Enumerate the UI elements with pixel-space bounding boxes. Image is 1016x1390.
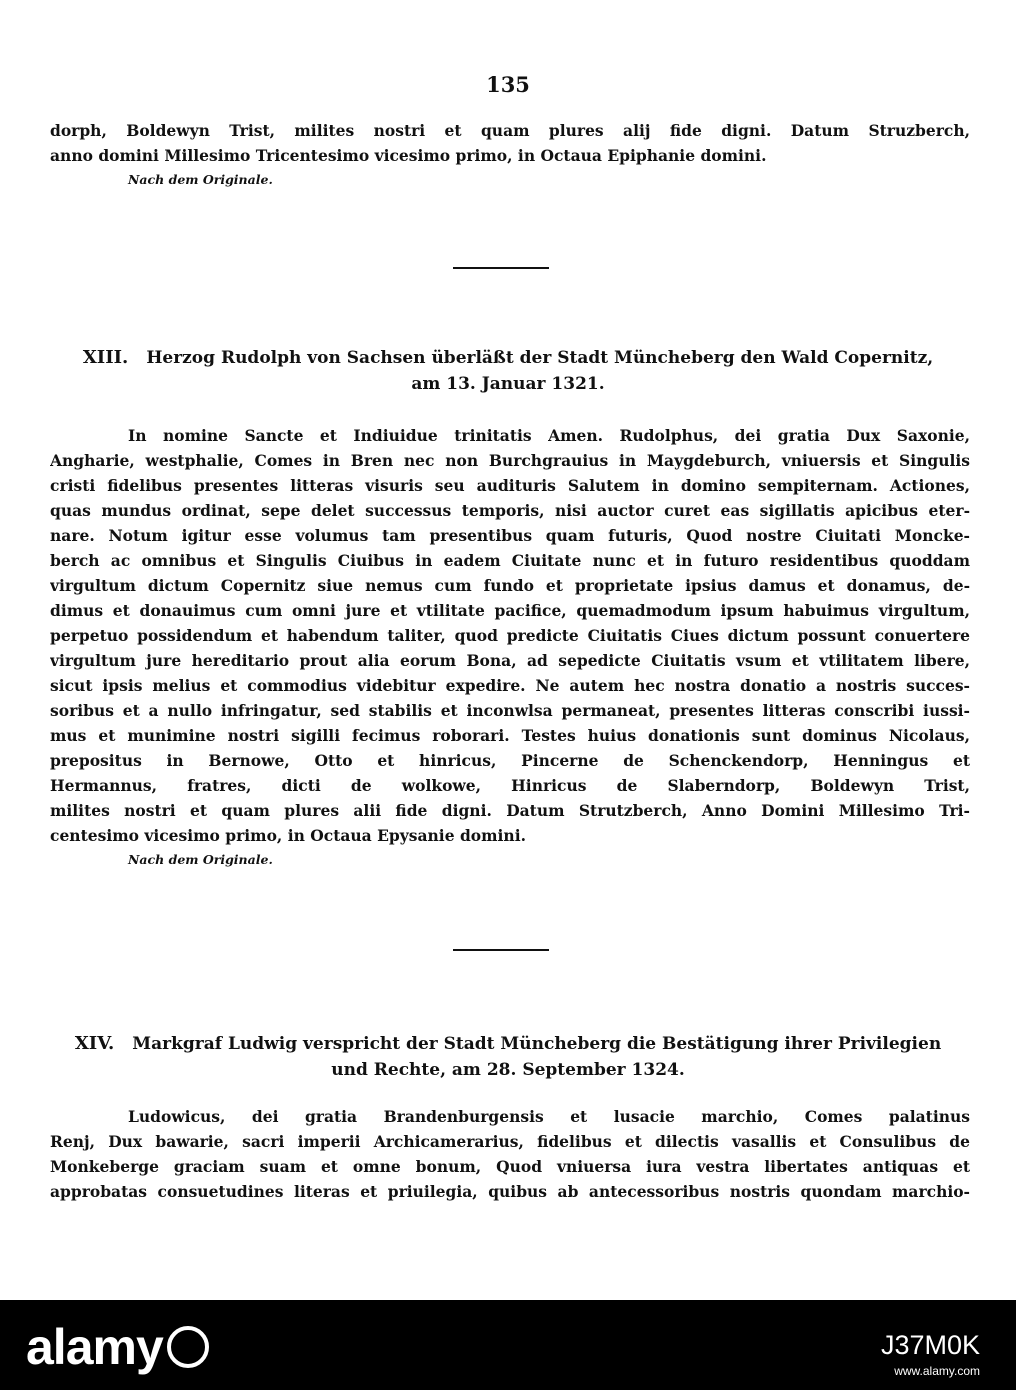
- text-line: In nomine Sancte et Indiuidue trinitatis Amen. Rudolphus, dei gratia Dux Saxonie,: [128, 426, 970, 445]
- text-line: anno domini Millesimo Tricentesimo vicesimo primo, in Octaua Epiphanie domini.: [50, 146, 767, 165]
- top-passage: [50, 118, 970, 192]
- text-line: sicut ipsis melius et commodius videbitur expedire. Ne autem hec nostra donatio a nostris succes-: [50, 676, 970, 695]
- text-line: nare. Notum igitur esse volumus tam presentibus quam futuris, Quod nostre Ciuitati Moncke-: [50, 526, 970, 545]
- alamy-logo: alamy: [26, 1318, 209, 1376]
- source-note: Nach dem Originale.: [128, 852, 273, 867]
- text-line: dimus et donauimus cum omni jure et vtilitate pacifice, quemadmodum ipsum habuimus virgultum,: [50, 601, 970, 620]
- text-line: dorph, Boldewyn Trist, milites nostri et quam plures alij fide digni. Datum Struzberch,: [50, 121, 970, 140]
- text-line: Monkeberge graciam suam et omne bonum, Quod vniuersa iura vestra libertates antiquas et: [50, 1157, 970, 1176]
- text-line: centesimo vicesimo primo, in Octaua Epysanie domini.: [50, 826, 526, 845]
- text-line: approbatas consuetudines literas et priuilegia, quibus ab antecessoribus nostris quondam marchio-: [50, 1182, 970, 1201]
- section-divider: [453, 949, 549, 951]
- section-xiii-body: [50, 423, 970, 872]
- section-date: am 13. Januar 1321.: [411, 374, 605, 394]
- section-number: XIV.: [74, 1033, 115, 1054]
- section-number: XIII.: [82, 347, 129, 368]
- text-line: berch ac omnibus et Singulis Ciuibus in eadem Ciuitate nunc et in futuro residentibus quoddam: [50, 551, 970, 570]
- text-line: soribus et a nullo infringatur, sed stabilis et inconwlsa permaneat, presentes litteras conscribi iussi-: [50, 701, 970, 720]
- section-title: Herzog Rudolph von Sachsen überläßt der Stadt Müncheberg den Wald Copernitz,: [146, 348, 934, 368]
- text-line: prepositus in Bernowe, Otto et hinricus, Pincerne de Schenckendorp, Henningus et: [50, 751, 970, 770]
- text-line: Angharie, westphalie, Comes in Bren nec non Burchgrauius in Maygdeburch, vniuersis et Singulis: [50, 451, 970, 470]
- image-id: J37M0K: [880, 1330, 980, 1360]
- text-line: Ludowicus, dei gratia Brandenburgensis et lusacie marchio, Comes palatinus: [128, 1107, 970, 1126]
- section-date: und Rechte, am 28. September 1324.: [331, 1060, 685, 1080]
- text-line: cristi fidelibus presentes litteras visuris seu audituris Salutem in domino sempiternam. Actiones,: [50, 476, 970, 495]
- section-xiii-heading: [0, 344, 1016, 398]
- text-line: mus et munimine nostri sigilli fecimus roborari. Testes huius donationis sunt dominus Nicolaus,: [50, 726, 970, 745]
- section-title: Markgraf Ludwig verspricht der Stadt Müncheberg die Bestätigung ihrer Privilegien: [132, 1034, 942, 1054]
- watermark-url: www.alamy.com: [894, 1364, 980, 1378]
- section-xiv-heading: [0, 1030, 1016, 1084]
- text-line: milites nostri et quam plures alii fide digni. Datum Strutzberch, Anno Domini Millesimo Tri-: [50, 801, 970, 820]
- text-line: Renj, Dux bawarie, sacri imperii Archicamerarius, fidelibus et dilectis vasallis et Consulibus de: [50, 1132, 970, 1151]
- text-line: virgultum jure hereditario prout alia eorum Bona, ad sepedicte Ciuitatis vsum et vtilitatem libere,: [50, 651, 970, 670]
- source-note: Nach dem Originale.: [128, 172, 273, 187]
- page-number: 135: [486, 72, 530, 97]
- section-divider: [453, 267, 549, 269]
- text-line: virgultum dictum Copernitz siue nemus cum fundo et proprietate ipsius damus et donamus, de-: [50, 576, 970, 595]
- text-line: perpetuo possidendum et habendum taliter, quod predicte Ciuitatis Ciues dictum possunt conuertere: [50, 626, 970, 645]
- logo-mark-icon: [167, 1326, 209, 1368]
- stock-watermark-bar: [0, 1300, 1016, 1390]
- section-xiv-body: [50, 1104, 970, 1204]
- text-line: Hermannus, fratres, dicti de wolkowe, Hinricus de Slaberndorp, Boldewyn Trist,: [50, 776, 970, 795]
- text-line: quas mundus ordinat, sepe delet successus temporis, nisi auctor curet eas sigillatis apicibus eter-: [50, 501, 970, 520]
